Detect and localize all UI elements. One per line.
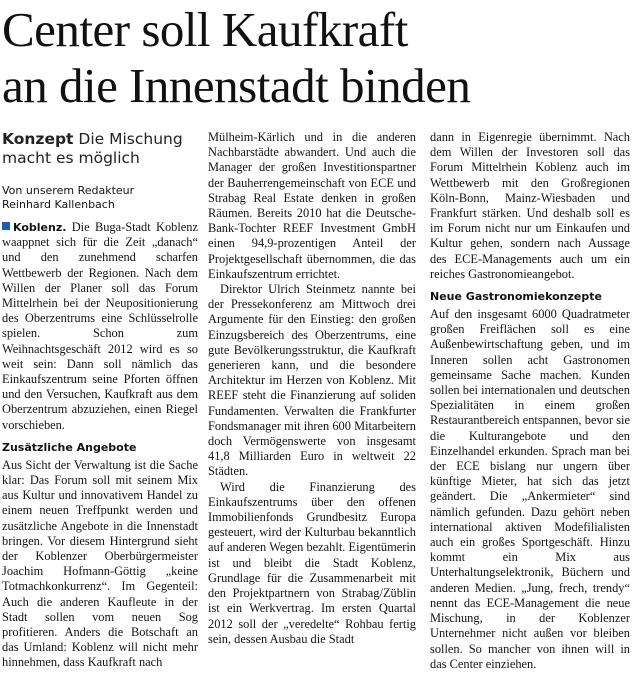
paragraph: dann in Eigenregie übernimmt. Nach dem Willen der Investoren soll das Forum Mittelrhein Koblenz auch im Wettbewerb mit den Großregionen Köln-Bonn, Mainz-Wiesbaden und Frankfurt stärken. Und deshalb soll es im Forum nicht nur um Einkaufen und Kultur gehen, sondern nach Aussage des ECE-Managements auch um ein reiches Gastronomieangebot. xyxy=(430,130,630,281)
article-column-1 xyxy=(2,130,198,700)
kicker xyxy=(2,130,198,168)
kicker-line-2: macht es möglich xyxy=(2,149,140,167)
kicker-label: Konzept xyxy=(2,130,74,148)
subhead-neue-gastronomiekonzepte: Neue Gastronomiekonzepte xyxy=(430,290,602,304)
article-column-2 xyxy=(208,130,416,700)
paragraph: Wird die Finanzierung des Einkaufszentrums über den offenen Immobilienfonds Grundbesitz Europa gesteuert, wird der Kulturbau bekanntlich auf anderen Wegen bezahlt. Eigentümerin ist und bleibt die Stadt Koblenz, Grundlage für die Zusammenarbeit mit den Projektpartnern von Strabag/Züblin ist ein Werkvertrag. Im ersten Quartal 2012 soll der „veredelte“ Rohbau fertig sein, dessen Ausbau die Stadt xyxy=(208,479,416,646)
lead-paragraph xyxy=(2,220,198,433)
paragraph: Auf den insgesamt 6000 Quadratmeter großen Freiflächen soll es eine Außenbewirtschaftung geben, und im Inneren sollen acht Gastronomen gemeinsame Sache machen. Kunden sollen bei internationalen und deutschen Spezialitäten in einem großen Restaurantbereich entspannen, bevor sie die Kulturangebote und den Einzelhandel erkunden. Sprach man bei der ECE bislang nur ungern über künftige Mieter, hat sich das jetzt geändert. Die „Ankermieter“ sind nämlich gefunden. Dazu gehört neben international aktiven Modefilialisten auch ein großes Sportgeschäft. Hinzu kommt ein Mix aus Unterhaltungselektronik, Büchern und anderen Medien. „Jung, frech, trendy“ nennt das ECE-Management die neue Mischung, in der Koblenzer Unternehmer nicht außen vor bleiben sollen. So mancher von ihnen will in das Center einziehen. xyxy=(430,307,630,671)
kicker-line-1: Die Mischung xyxy=(78,130,183,148)
byline xyxy=(2,184,198,212)
byline-author: Reinhard Kallenbach xyxy=(2,198,115,211)
paragraph: Direktor Ulrich Steinmetz nannte bei der Pressekonferenz am Mittwoch drei Argumente für den Einstieg: den großen Einzugsbereich des Oberzentrums, eine gute Bevölkerungsstruktur, die Kaufkraft generieren kann, und die besondere Architektur im Herzen von Koblenz. Mit REEF steht die Finanzierung auf soliden Fundamenten. Verwalten die Frankfurter Fondsmanager mit ihren 600 Mitarbeitern doch Vermögenswerte von insgesamt 41,8 Milliarden Euro in weltweit 22 Städten. xyxy=(208,282,416,479)
paragraph: Mülheim-Kärlich und in die anderen Nachbarstädte abwandert. Und auch die Manager der großen Investitionspartner der Bauherrengemeinschaft von ECE und Strabag Real Estate denken in großen Räumen. Bereits 2010 hat die Deutsche-Bank-Tochter REEF Investment GmbH einen 94,9-prozentigen Anteil der Projektgesellschaft übernommen, die das Einkaufszentrum errichtet. xyxy=(208,130,416,281)
headline-line-2: an die Innenstadt binden xyxy=(2,58,471,113)
headline xyxy=(2,2,630,114)
headline-line-1: Center soll Kaufkraft xyxy=(2,2,408,57)
article-column-3 xyxy=(430,130,630,700)
paragraph: Aus Sicht der Verwaltung ist die Sache klar: Das Forum soll mit seinem Mix aus Kultur und innovativem Handel zu einem neuen Treffpunkt werden und zusätzliche Angebote in die Innenstadt bringen. Vor diesem Hintergrund sieht der Koblenzer Oberbürgermeister Joachim Hofmann-Göttig „keine Totmachkonkurrenz“. Im Gegenteil: Auch die anderen Kaufleute in der Stadt sollen vom neuen Sog profitieren. Anders die Botschaft an das Umland: Koblenz will nicht mehr hinnehmen, dass Kaufkraft nach xyxy=(2,457,198,670)
dateline: Koblenz. xyxy=(13,221,67,234)
lead-text: Die Buga-Stadt Koblenz waappnet sich für die Zeit „danach“ und den zunehmend scharfen Wettbewerb der Regionen. Nach dem Willen der Planer soll das Forum Mittelrhein bei der Neupositionierung des Oberzentrums eine Schlüsselrolle spielen. Schon zum Weihnachtsgeschäft 2012 wird es so weit sein: Dann soll nämlich das Einkaufszentrum seine Pforten öffnen und den Versuchen, Kaufkraft aus dem Oberzentrum abzuziehen, einen Riegel vorschieben. xyxy=(2,220,198,432)
byline-line-1: Von unserem Redakteur xyxy=(2,184,135,197)
subhead-zusaetzliche-angebote: Zusätzliche Angebote xyxy=(2,440,137,454)
bullet-square-icon xyxy=(2,222,10,230)
